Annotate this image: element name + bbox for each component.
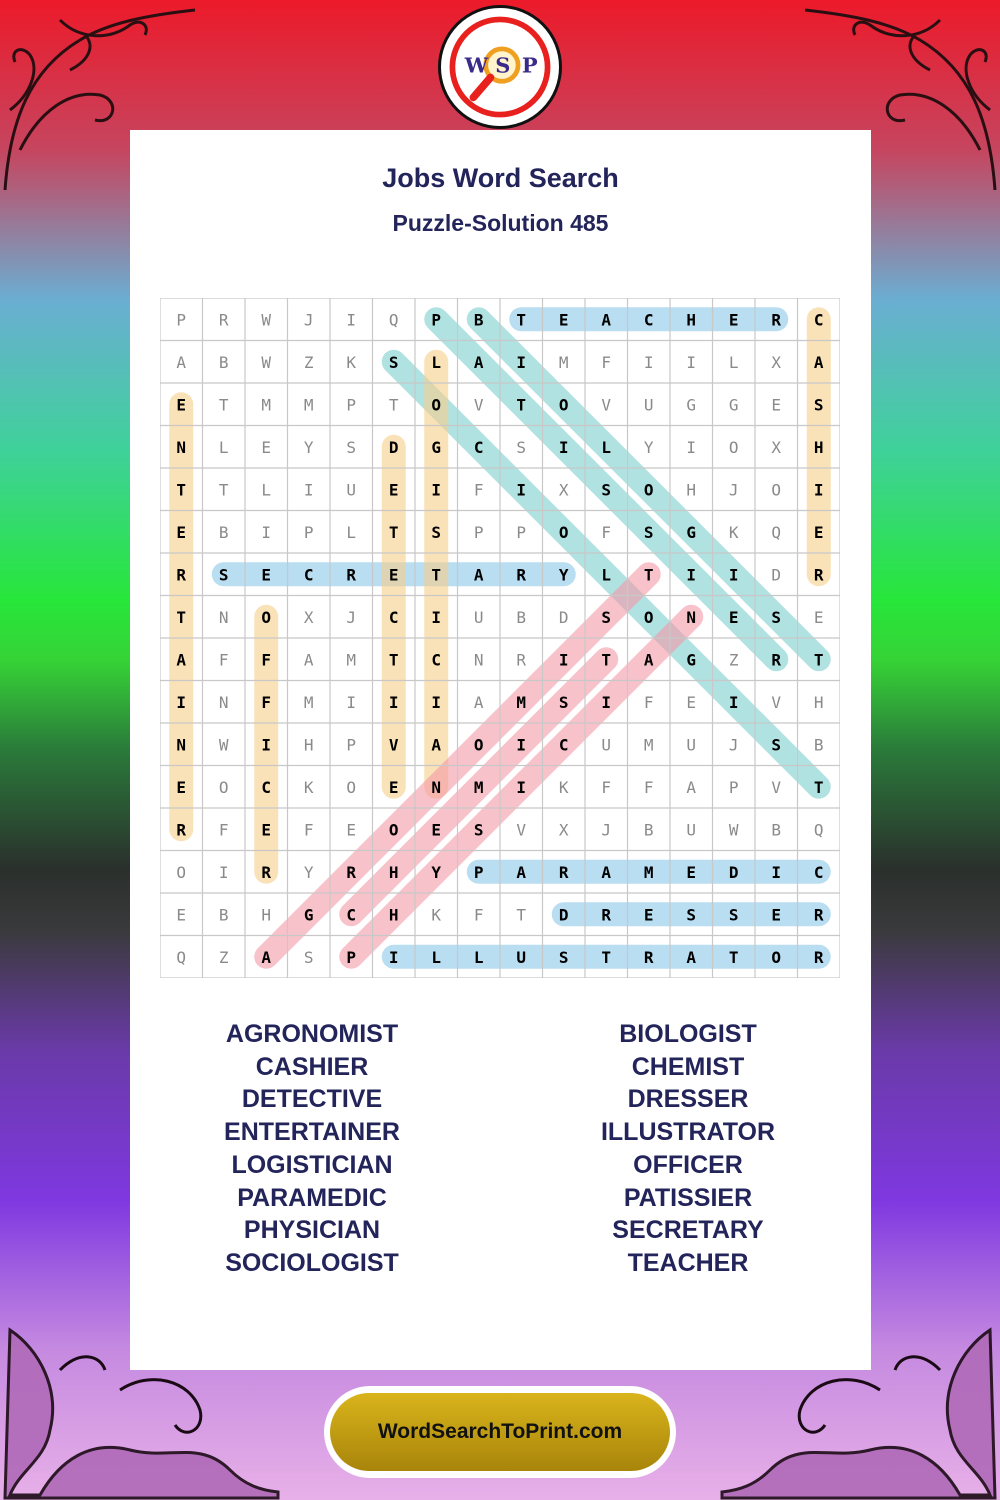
grid-cell: Y <box>558 565 569 585</box>
grid-cell: G <box>431 437 442 457</box>
grid-cell: U <box>516 947 527 967</box>
grid-cell: O <box>728 437 739 457</box>
word-list-item: TEACHER <box>627 1248 749 1277</box>
grid-cell: P <box>516 522 527 542</box>
grid-cell: A <box>303 650 314 670</box>
grid-cell: U <box>601 735 612 755</box>
grid-cell: S <box>601 607 612 627</box>
grid-cell: K <box>558 777 569 797</box>
grid-cell: I <box>218 862 229 882</box>
grid-cell: E <box>558 310 569 330</box>
grid-cell: L <box>601 565 612 585</box>
grid-cell: T <box>516 905 527 925</box>
grid-cell: H <box>303 735 314 755</box>
grid-cell: S <box>558 692 569 712</box>
grid-cell: O <box>388 820 399 840</box>
grid-cell: I <box>516 352 527 372</box>
grid-cell: O <box>771 947 782 967</box>
grid-cell: E <box>388 565 399 585</box>
grid-cell: F <box>218 650 229 670</box>
grid-cell: S <box>728 905 739 925</box>
grid-cell: T <box>388 650 399 670</box>
grid-cell: P <box>346 395 357 415</box>
grid-cell: O <box>176 862 187 882</box>
grid-cell: A <box>601 310 612 330</box>
grid-cell: A <box>431 735 442 755</box>
grid-cell: E <box>261 820 272 840</box>
page-title: Jobs Word Search <box>382 163 619 193</box>
grid-cell: E <box>686 692 697 712</box>
grid-cell: F <box>473 480 484 500</box>
grid-cell: E <box>176 777 187 797</box>
logo-letter-w: W <box>464 52 489 78</box>
grid-cell: S <box>388 352 399 372</box>
grid-cell: M <box>643 862 654 882</box>
word-list-item: LOGISTICIAN <box>231 1150 393 1179</box>
grid-cell: G <box>686 650 697 670</box>
grid-cell: V <box>516 820 527 840</box>
grid-cell: S <box>473 820 484 840</box>
grid-cell: T <box>431 565 442 585</box>
word-list-item: PARAMEDIC <box>237 1183 387 1212</box>
grid-cell: A <box>176 352 187 372</box>
grid-cell: U <box>473 607 484 627</box>
grid-cell: M <box>558 352 569 372</box>
grid-cell: H <box>813 437 824 457</box>
grid-cell: G <box>686 522 697 542</box>
grid-cell: X <box>771 437 782 457</box>
grid-cell: E <box>813 607 824 627</box>
word-list-item: AGRONOMIST <box>225 1020 399 1048</box>
grid-cell: W <box>218 735 229 755</box>
grid-cell: E <box>728 607 739 627</box>
word-list-left <box>162 1018 462 1280</box>
grid-cell: S <box>686 905 697 925</box>
grid-cell: L <box>431 352 442 372</box>
grid-cell: I <box>813 480 824 500</box>
grid-cell: O <box>218 777 229 797</box>
grid-cell: K <box>346 352 357 372</box>
grid-cell: A <box>516 862 527 882</box>
grid-cell: E <box>176 905 187 925</box>
grid-cell: I <box>431 607 442 627</box>
grid-cell: C <box>643 310 654 330</box>
grid-cell: I <box>431 480 442 500</box>
grid-cell: A <box>176 650 187 670</box>
grid-cell: N <box>686 607 697 627</box>
grid-cell: Y <box>643 437 654 457</box>
grid-cell: I <box>303 480 314 500</box>
grid-cell: S <box>516 437 527 457</box>
grid-cell: V <box>473 395 484 415</box>
word-list-item: ENTERTAINER <box>224 1118 400 1147</box>
grid-cell: I <box>686 437 697 457</box>
grid-cell: R <box>346 862 357 882</box>
grid-cell: S <box>303 947 314 967</box>
grid-cell: S <box>218 565 229 585</box>
grid-cell: J <box>346 607 357 627</box>
grid-cell: Q <box>176 947 187 967</box>
grid-cell: F <box>601 777 612 797</box>
grid-cell: F <box>473 905 484 925</box>
grid-cell: F <box>218 820 229 840</box>
grid-cell: I <box>728 565 739 585</box>
grid-cell: T <box>176 480 187 500</box>
grid-cell: D <box>558 607 569 627</box>
grid-cell: A <box>473 352 484 372</box>
grid-cell: O <box>558 395 569 415</box>
grid-cell: H <box>261 905 272 925</box>
grid-cell: E <box>686 862 697 882</box>
grid-cell: T <box>218 480 229 500</box>
page-subtitle: Puzzle-Solution 485 <box>392 210 609 236</box>
grid-cell: B <box>771 820 782 840</box>
grid-cell: I <box>686 565 697 585</box>
grid-cell: A <box>473 692 484 712</box>
grid-cell: D <box>558 905 569 925</box>
grid-cell: R <box>813 565 824 585</box>
grid-cell: I <box>728 692 739 712</box>
grid-cell: T <box>813 650 824 670</box>
grid-cell: R <box>261 862 272 882</box>
grid-cell: M <box>261 395 272 415</box>
grid-cell: A <box>686 947 697 967</box>
grid-cell: T <box>516 395 527 415</box>
grid-cell: P <box>346 947 357 967</box>
grid-cell: U <box>686 820 697 840</box>
grid-cell: Y <box>303 862 314 882</box>
word-list-item: BIOLOGIST <box>619 1020 757 1048</box>
grid-cell: E <box>643 905 654 925</box>
grid-cell: Q <box>388 310 399 330</box>
magnifier-logo-icon <box>441 8 559 126</box>
grid-cell: A <box>473 565 484 585</box>
grid-cell: M <box>346 650 357 670</box>
grid-cell: I <box>346 310 357 330</box>
grid-cell: H <box>388 905 399 925</box>
grid-cell: I <box>558 650 569 670</box>
grid-cell: T <box>218 395 229 415</box>
grid-cell: R <box>813 947 824 967</box>
grid-cell: D <box>388 437 399 457</box>
grid-cell: R <box>643 947 654 967</box>
grid-cell: P <box>473 522 484 542</box>
grid-cell: I <box>516 777 527 797</box>
grid-cell: U <box>346 480 357 500</box>
grid-cell: X <box>771 352 782 372</box>
grid-cell: T <box>516 310 527 330</box>
grid-cell: F <box>303 820 314 840</box>
word-list-item: PATISSIER <box>623 1183 753 1212</box>
grid-cell: Y <box>431 862 442 882</box>
grid-cell: R <box>346 565 357 585</box>
grid-cell: O <box>643 480 654 500</box>
grid-cell: A <box>643 650 654 670</box>
grid-cell: S <box>558 947 569 967</box>
grid-cell: R <box>176 565 187 585</box>
grid-cell: M <box>643 735 654 755</box>
grid-cell: R <box>771 310 782 330</box>
grid-cell: L <box>261 480 272 500</box>
grid-cell: V <box>771 692 782 712</box>
grid-cell: I <box>176 692 187 712</box>
grid-cell: T <box>728 947 739 967</box>
grid-cell: S <box>771 735 782 755</box>
grid-cell: S <box>643 522 654 542</box>
grid-cell: T <box>643 565 654 585</box>
grid-cell: R <box>516 565 527 585</box>
grid-cell: N <box>176 735 187 755</box>
word-list-item: PHYSICIAN <box>243 1216 381 1245</box>
site-banner[interactable] <box>324 1386 676 1478</box>
word-list-item: CASHIER <box>255 1052 369 1081</box>
grid-cell: D <box>771 565 782 585</box>
grid-cell: N <box>431 777 442 797</box>
grid-cell: W <box>261 352 272 372</box>
grid-cell: I <box>431 692 442 712</box>
grid-cell: E <box>261 565 272 585</box>
word-list-item: DRESSER <box>627 1085 749 1114</box>
grid-cell: F <box>643 692 654 712</box>
grid-cell: B <box>516 607 527 627</box>
grid-cell: Z <box>728 650 739 670</box>
grid-cell: B <box>218 522 229 542</box>
grid-cell: X <box>558 820 569 840</box>
grid-cell: V <box>388 735 399 755</box>
grid-cell: P <box>346 735 357 755</box>
grid-cell: L <box>601 437 612 457</box>
grid-cell: J <box>728 480 739 500</box>
grid-cell: K <box>303 777 314 797</box>
grid-cell: O <box>558 522 569 542</box>
grid-cell: J <box>601 820 612 840</box>
grid-cell: O <box>431 395 442 415</box>
word-list-item: SOCIOLOGIST <box>225 1248 399 1277</box>
grid-cell: J <box>728 735 739 755</box>
grid-cell: X <box>303 607 314 627</box>
grid-cell: W <box>261 310 272 330</box>
grid-cell: I <box>558 437 569 457</box>
grid-cell: T <box>601 650 612 670</box>
grid-cell: F <box>601 522 612 542</box>
grid-cell: R <box>771 650 782 670</box>
grid-cell: K <box>728 522 739 542</box>
grid-cell: N <box>176 437 187 457</box>
grid-cell: B <box>643 820 654 840</box>
grid-cell: U <box>643 395 654 415</box>
grid-cell: R <box>176 820 187 840</box>
grid-cell: C <box>431 650 442 670</box>
grid-cell: R <box>218 310 229 330</box>
puzzle-panel <box>130 130 871 1370</box>
grid-cell: L <box>728 352 739 372</box>
grid-cell: I <box>601 692 612 712</box>
grid-cell: V <box>601 395 612 415</box>
word-list-item: CHEMIST <box>631 1052 745 1081</box>
grid-cell: Y <box>303 437 314 457</box>
grid-cell: I <box>388 947 399 967</box>
grid-cell: M <box>303 692 314 712</box>
grid-cell: F <box>261 692 272 712</box>
grid-cell: H <box>686 310 697 330</box>
grid-cell: V <box>771 777 782 797</box>
grid-cell: I <box>516 480 527 500</box>
grid-cell: E <box>388 480 399 500</box>
grid-cell: I <box>261 522 272 542</box>
grid-cell: T <box>388 522 399 542</box>
grid-cell: N <box>218 607 229 627</box>
grid-cell: C <box>303 565 314 585</box>
grid-cell: I <box>643 352 654 372</box>
logo-letter-p: P <box>521 52 538 78</box>
grid-cell: C <box>388 607 399 627</box>
grid-cell: B <box>218 352 229 372</box>
grid-cell: I <box>388 692 399 712</box>
grid-cell: T <box>813 777 824 797</box>
grid-cell: P <box>176 310 187 330</box>
grid-cell: W <box>728 820 739 840</box>
word-list-item: SECRETARY <box>612 1216 764 1245</box>
grid-cell: E <box>431 820 442 840</box>
grid-cell: L <box>431 947 442 967</box>
grid-cell: G <box>303 905 314 925</box>
grid-cell: E <box>728 310 739 330</box>
grid-cell: T <box>388 395 399 415</box>
grid-cell: G <box>686 395 697 415</box>
grid-cell: H <box>388 862 399 882</box>
grid-cell: L <box>218 437 229 457</box>
grid-cell: J <box>303 310 314 330</box>
grid-cell: R <box>813 905 824 925</box>
grid-canvas <box>160 298 840 978</box>
grid-cell: P <box>728 777 739 797</box>
grid-cell: C <box>813 862 824 882</box>
grid-cell: R <box>601 905 612 925</box>
site-link[interactable]: WordSearchToPrint.com <box>330 1393 670 1471</box>
grid-cell: C <box>558 735 569 755</box>
grid-cell: C <box>346 905 357 925</box>
grid-cell: G <box>728 395 739 415</box>
grid-cell: S <box>601 480 612 500</box>
grid-cell: C <box>473 437 484 457</box>
grid-cell: A <box>686 777 697 797</box>
grid-cell: M <box>473 777 484 797</box>
grid-cell: K <box>431 905 442 925</box>
grid-cell: F <box>601 352 612 372</box>
grid-cell: Q <box>771 522 782 542</box>
grid-cell: P <box>431 310 442 330</box>
grid-cell: R <box>516 650 527 670</box>
grid-cell: S <box>431 522 442 542</box>
grid-cell: Q <box>813 820 824 840</box>
grid-cell: L <box>473 947 484 967</box>
grid-cell: Z <box>218 947 229 967</box>
grid-cell: I <box>516 735 527 755</box>
grid-cell: R <box>558 862 569 882</box>
grid-cell: I <box>686 352 697 372</box>
grid-cell: L <box>346 522 357 542</box>
grid-cell: I <box>346 692 357 712</box>
grid-cell: O <box>771 480 782 500</box>
grid-cell: I <box>261 735 272 755</box>
word-search-grid <box>160 298 840 978</box>
grid-cell: U <box>686 735 697 755</box>
grid-cell: M <box>516 692 527 712</box>
logo-letter-s: S <box>495 52 511 78</box>
grid-cell: N <box>473 650 484 670</box>
grid-cell: Z <box>303 352 314 372</box>
grid-cell: E <box>771 395 782 415</box>
grid-cell: E <box>176 522 187 542</box>
grid-cell: C <box>261 777 272 797</box>
grid-cell: C <box>813 310 824 330</box>
grid-cell: S <box>813 395 824 415</box>
grid-cell: E <box>771 905 782 925</box>
grid-cell: E <box>261 437 272 457</box>
word-list-item: ILLUSTRATOR <box>600 1118 776 1147</box>
grid-cell: O <box>261 607 272 627</box>
grid-cell: P <box>303 522 314 542</box>
site-logo[interactable] <box>438 5 562 129</box>
grid-cell: B <box>218 905 229 925</box>
grid-cell: B <box>473 310 484 330</box>
grid-cell: A <box>601 862 612 882</box>
word-list-right <box>538 1018 838 1280</box>
grid-cell: E <box>388 777 399 797</box>
grid-cell: S <box>771 607 782 627</box>
grid-cell: I <box>771 862 782 882</box>
grid-cell: M <box>303 395 314 415</box>
grid-cell: H <box>813 692 824 712</box>
grid-cell: H <box>686 480 697 500</box>
word-list-item: DETECTIVE <box>241 1085 383 1114</box>
grid-cell: T <box>601 947 612 967</box>
word-list-item: OFFICER <box>633 1150 743 1179</box>
grid-cell: E <box>176 395 187 415</box>
grid-cell: O <box>643 607 654 627</box>
grid-cell: X <box>558 480 569 500</box>
grid-cell: A <box>813 352 824 372</box>
grid-cell: E <box>813 522 824 542</box>
grid-cell: P <box>473 862 484 882</box>
grid-cell: A <box>261 947 272 967</box>
grid-cell: N <box>218 692 229 712</box>
grid-cell: O <box>473 735 484 755</box>
grid-cell: S <box>346 437 357 457</box>
grid-cell: T <box>176 607 187 627</box>
grid-cell: E <box>346 820 357 840</box>
grid-cell: D <box>728 862 739 882</box>
grid-cell: B <box>813 735 824 755</box>
grid-cell: F <box>643 777 654 797</box>
grid-cell: F <box>261 650 272 670</box>
grid-cell: O <box>346 777 357 797</box>
